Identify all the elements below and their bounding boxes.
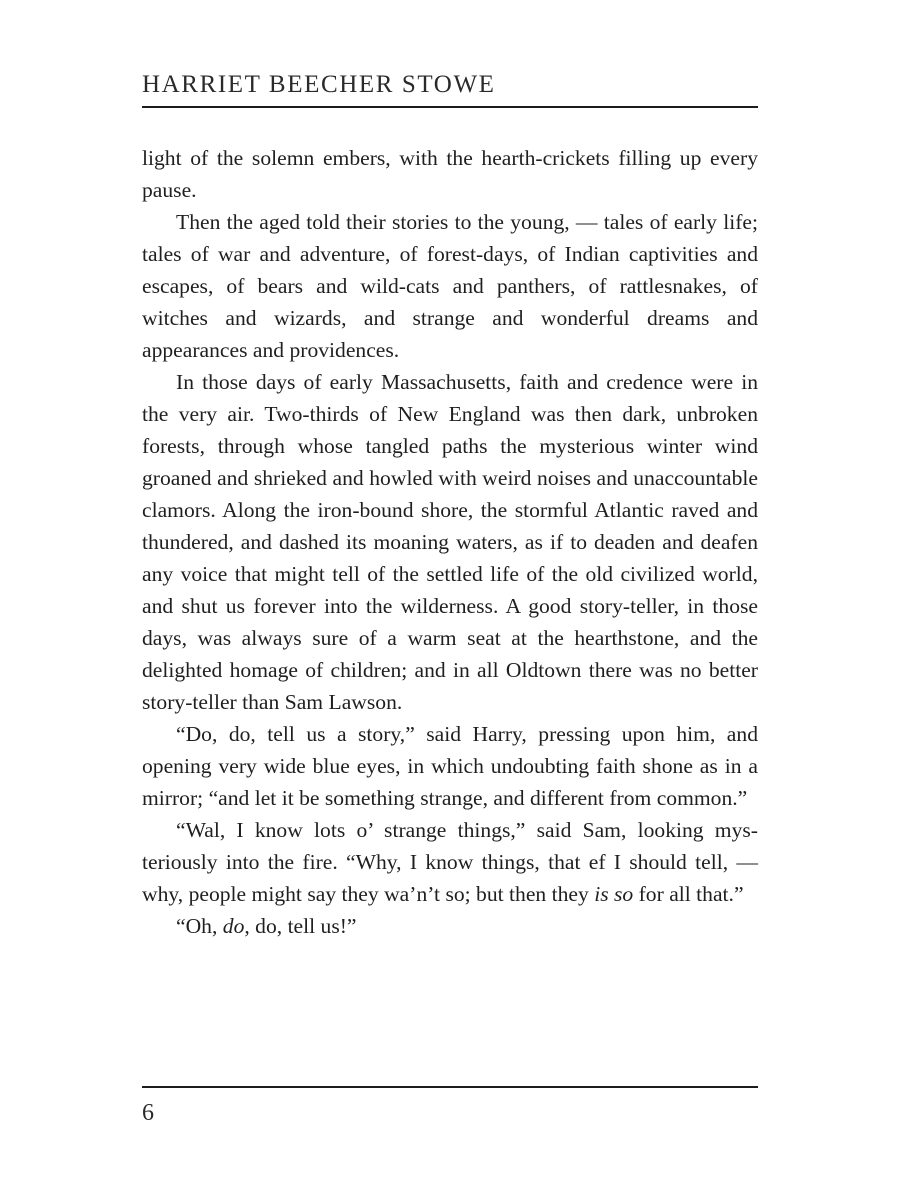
paragraph bbox=[142, 910, 758, 942]
page-number: 6 bbox=[142, 1100, 154, 1126]
italic-text: is so bbox=[594, 882, 634, 906]
paragraph bbox=[142, 366, 758, 718]
paragraph-text: “Do, do, tell us a story,” said Harry, pressing upon him, and opening very wide blue eyes, in which undoubting faith shone as in a mirror; “and let it be something strange, and different from common.” bbox=[142, 722, 758, 810]
paragraph-text: , do, tell us!” bbox=[244, 914, 357, 938]
running-head: HARRIET BEECHER STOWE bbox=[142, 71, 496, 98]
paragraph-text: “Oh, bbox=[176, 914, 223, 938]
footer-rule bbox=[142, 1086, 758, 1088]
paragraph-text: for all that.” bbox=[633, 882, 744, 906]
paragraph bbox=[142, 718, 758, 814]
paragraph-text: In those days of early Massachusetts, faith and credence were in the very air. Two-thirds of New England was then dark, unbroken forests, through whose tangled paths the mysterious winter wind groaned and shrieked and howled with weird noises and unaccountable clamors. Along the iron-bound shore, the stormful Atlantic raved and thundered, and dashed its moaning waters, as if to deaden and deafen any voice that might tell of the settled life of the old civilized world, and shut us forever into the wilderness. A good story-teller, in those days, was always sure of a warm seat at the hearthstone, and the delighted homage of children; and in all Oldtown there was no better story-teller than Sam Lawson. bbox=[142, 370, 758, 714]
paragraph bbox=[142, 206, 758, 366]
body-text bbox=[142, 142, 758, 942]
header-rule bbox=[142, 106, 758, 108]
italic-text: do bbox=[222, 914, 245, 938]
paragraph-text: Then the aged told their stories to the young, — tales of early life; tales of war and adventure, of forest-days, of Indian captivities and escapes, of bears and wild-cats and panthers, of rattlesnakes, of witches and wizards, and strange and wonderful dreams and appearances and providences. bbox=[142, 210, 758, 362]
paragraph-text: “Wal, I know lots o’ strange things,” said Sam, looking mysteriously into the fire. “Why, I know things, that ef I should tell, — why, people might say they wa’n’t so; but then they bbox=[142, 818, 758, 906]
paragraph bbox=[142, 814, 758, 910]
paragraph bbox=[142, 142, 758, 206]
paragraph-text: light of the solemn embers, with the hearth-crickets filling up every pause. bbox=[142, 146, 758, 202]
